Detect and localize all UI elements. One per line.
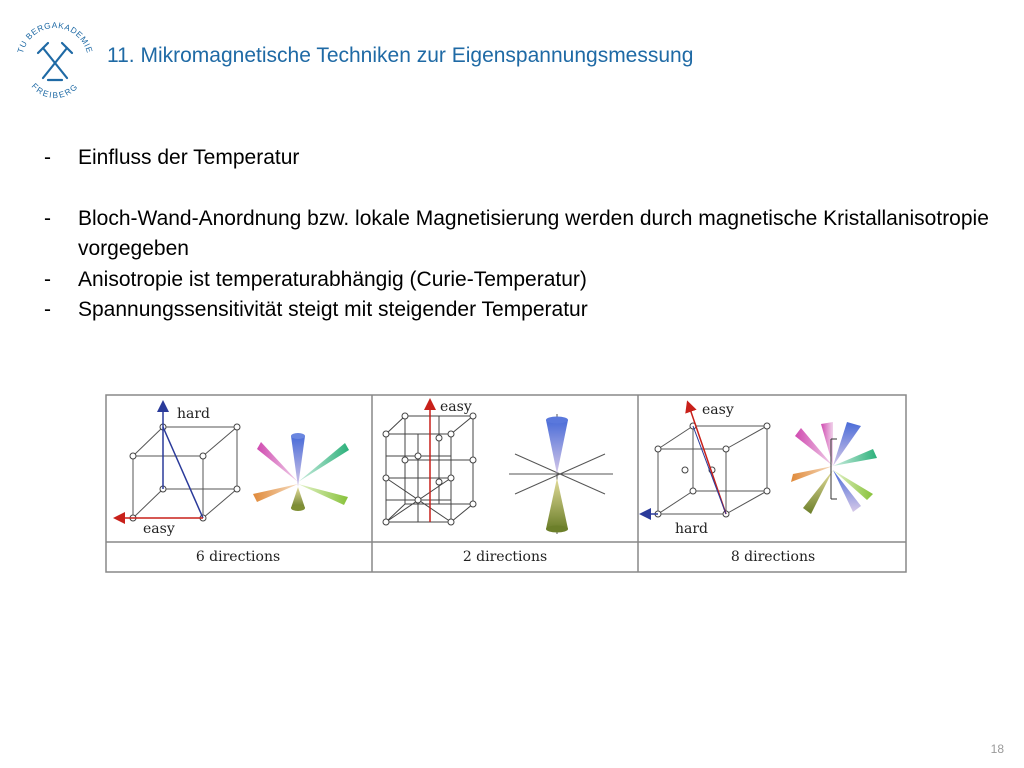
panel-3-caption: 8 directions (730, 549, 816, 565)
bullet-item (44, 143, 1004, 174)
bullet-dash: - (44, 146, 51, 169)
panel-1-top-label: hard (177, 406, 211, 422)
bullet-dash: - (44, 206, 51, 230)
bullet-text: Einfluss der Temperatur (78, 146, 300, 169)
bullet-item (44, 204, 1004, 265)
bullet-list (44, 143, 1004, 326)
panel-3-top-label: easy (702, 402, 734, 418)
panel-3-bottom-label: hard (675, 521, 709, 537)
panel-2-top-label: easy (440, 399, 472, 415)
bullet-text: Bloch-Wand-Anordnung bzw. lokale Magnetisierung werden durch magnetische Kristallanisotropie vorgegeben (78, 206, 989, 260)
svg-text:TU BERGAKADEMIE (15, 20, 95, 54)
bullet-dash: - (44, 298, 51, 321)
slide-title: 11. Mikromagnetische Techniken zur Eigenspannungsmessung (107, 44, 694, 67)
page-number: 18 (990, 742, 1004, 756)
panel-2-caption: 2 directions (462, 549, 548, 565)
bullet-item (44, 265, 1004, 296)
bullet-text: Spannungssensitivität steigt mit steigender Temperatur (78, 298, 588, 321)
panel-1-bottom-label: easy (143, 521, 175, 537)
bullet-text: Anisotropie ist temperaturabhängig (Curie-Temperatur) (78, 267, 587, 291)
logo-text-top: TU BERGAKADEMIE (15, 19, 95, 55)
bullet-item (44, 295, 1004, 326)
bullet-dash: - (44, 267, 51, 291)
university-logo (12, 18, 98, 104)
figure-frame (106, 395, 906, 572)
hammer-and-pick-icon (38, 43, 72, 80)
panel-1-caption: 6 directions (195, 549, 281, 565)
anisotropy-figure (105, 394, 907, 574)
logo-text-bottom: FREIBERG (29, 80, 81, 101)
svg-text:FREIBERG (30, 81, 81, 100)
